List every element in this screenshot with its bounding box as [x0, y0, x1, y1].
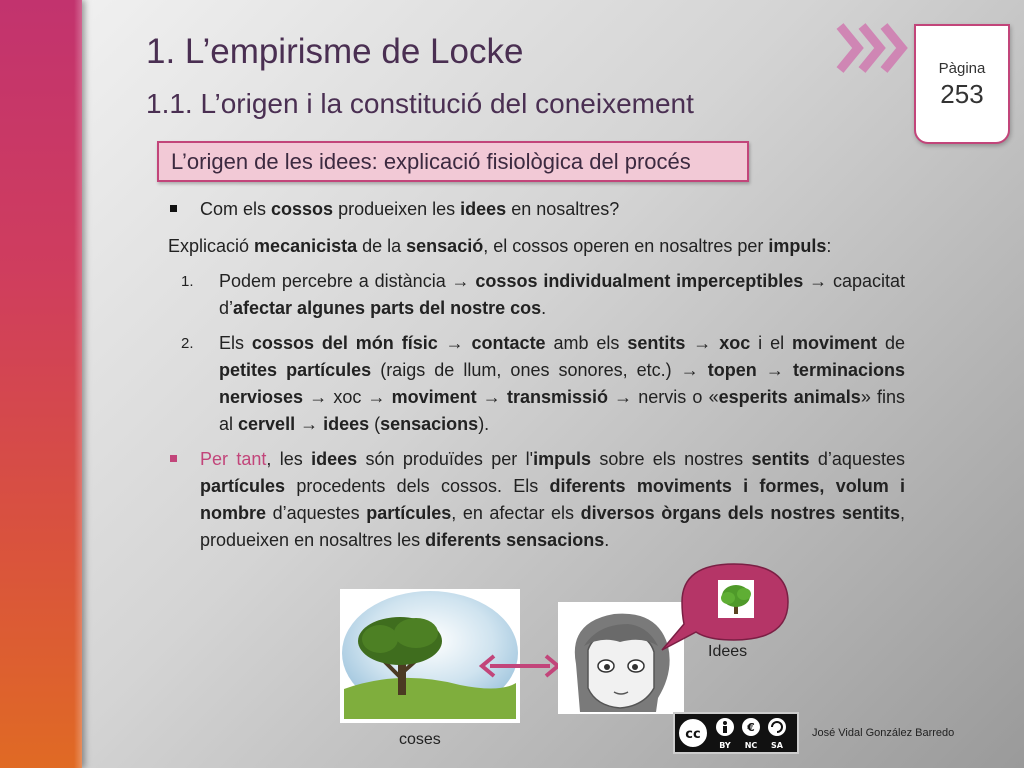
- ideas-label: Idees: [708, 643, 748, 660]
- bullet-square-icon: [170, 455, 177, 462]
- chevrons-icon: [834, 20, 914, 76]
- item-number: 1.: [181, 273, 194, 290]
- cc-license-icon: [673, 712, 799, 754]
- things-label: coses: [399, 731, 441, 748]
- page-number: 253: [940, 79, 984, 109]
- cc-nc: NC: [744, 741, 758, 750]
- bullet-conclusion-text: Per tant, les idees són produïdes per l'impuls sobre els nostres sentits d’aquestes partícules procedents dels cossos. Els diferents moviments i formes, volum i nombre d’aquestes partícules, en afectar els diversos òrgans dels nostres sentits, produeixen en nosaltres les diferents sensacions.: [200, 449, 905, 550]
- decorative-sidebar: [0, 0, 82, 768]
- bullet-conclusion: [168, 446, 905, 554]
- bullet-question: [168, 196, 905, 223]
- item-text: Els cossos del món físic → contacte amb els sentits → xoc i el moviment de petites partícules (raigs de llum, ones sonores, etc.) → topen → terminacions nervioses → xoc → moviment → transmissió → nervis o «esperits animals» fins al cervell → idees (sensacions).: [219, 333, 905, 434]
- section-title: L’origen de les idees: explicació fisiològica del procés: [171, 149, 691, 174]
- slide-content: [168, 196, 905, 564]
- author-credit: José Vidal González Barredo: [812, 727, 955, 739]
- item-text: Podem percebre a distància → cossos individualment imperceptibles → capacitat d’afectar algunes parts del nostre cos.: [219, 271, 905, 318]
- speech-bubble: [656, 558, 792, 654]
- svg-text:cc: cc: [685, 727, 701, 742]
- numbered-item: [168, 330, 905, 438]
- intro-paragraph: [168, 233, 905, 260]
- bullet-question-text: Com els cossos produeixen les idees en nosaltres?: [200, 199, 620, 219]
- slide-subtitle: 1.1. L’origen i la constitució del coneixement: [146, 88, 694, 119]
- page-label: Pàgina: [938, 60, 986, 77]
- page-indicator: [914, 24, 1010, 144]
- svg-text:€: €: [747, 721, 755, 734]
- double-arrow-icon: [478, 652, 562, 680]
- cc-sa: SA: [771, 741, 783, 750]
- item-number: 2.: [181, 335, 194, 352]
- bullet-square-icon: [170, 205, 177, 212]
- cc-by: BY: [719, 741, 731, 750]
- slide-title: 1. L’empirisme de Locke: [146, 32, 524, 71]
- section-heading: [157, 141, 749, 182]
- intro-text: Explicació mecanicista de la sensació, el cossos operen en nosaltres per impuls:: [168, 236, 832, 256]
- numbered-item: [168, 268, 905, 322]
